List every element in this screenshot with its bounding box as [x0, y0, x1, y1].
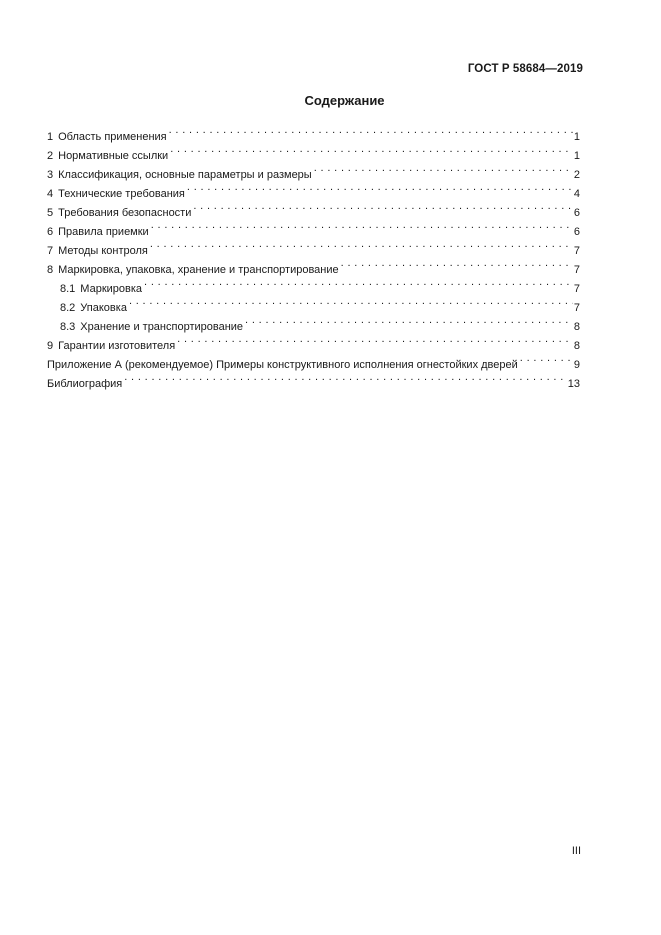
toc-dot-leader — [187, 178, 573, 197]
toc-title: Содержание — [304, 93, 385, 108]
toc-dot-leader — [341, 254, 573, 273]
toc-entry-title: Гарантии изготовителя — [58, 340, 176, 352]
toc-entry-title: Упаковка — [80, 302, 127, 314]
toc-dot-leader — [144, 273, 573, 292]
toc-entry-title: Правила приемки — [58, 226, 149, 238]
toc-entry-number: 8.3 — [60, 321, 76, 333]
toc-entry-1[interactable] — [47, 121, 580, 143]
toc-entry-number: 9 — [47, 340, 54, 352]
toc-dot-leader — [124, 368, 567, 387]
toc-entry-page: 8 — [573, 321, 580, 333]
toc-entry-page: 7 — [573, 245, 580, 257]
toc-entry-page: 1 — [573, 131, 580, 143]
toc-entry-page: 9 — [573, 359, 580, 371]
page-number: III — [571, 845, 581, 857]
toc-dot-leader — [150, 235, 573, 254]
toc-entry-title: Технические требования — [58, 188, 185, 200]
toc-entry-title: Методы контроля — [58, 245, 148, 257]
toc-entry-number: 8 — [47, 264, 54, 276]
toc-dot-leader — [170, 140, 573, 159]
toc-entry-number: 2 — [47, 150, 54, 162]
toc-entry-page: 6 — [573, 226, 580, 238]
toc-dot-leader — [520, 349, 573, 368]
toc-dot-leader — [314, 159, 573, 178]
toc-entry-page: 13 — [567, 378, 580, 390]
toc-entry-title: Область применения — [58, 131, 167, 143]
toc-entry-number: 4 — [47, 188, 54, 200]
toc-entry-title: Хранение и транспортирование — [80, 321, 244, 333]
toc-entry-page: 6 — [573, 207, 580, 219]
toc-dot-leader — [151, 216, 573, 235]
toc-entry-number: 8.1 — [60, 283, 76, 295]
toc-entry-title: Маркировка — [80, 283, 143, 295]
document-code: ГОСТ Р 58684—2019 — [467, 63, 583, 75]
toc-entry-page: 1 — [573, 150, 580, 162]
toc-dot-leader — [129, 292, 573, 311]
toc-entry-title: Классификация, основные параметры и размеры — [58, 169, 312, 181]
toc-entry-number: 5 — [47, 207, 54, 219]
toc-entry-title: Приложение А (рекомендуемое) Примеры конструктивного исполнения огнестойких дверей — [47, 359, 518, 371]
toc-entry-page: 7 — [573, 302, 580, 314]
toc-entry-title: Маркировка, упаковка, хранение и транспортирование — [58, 264, 339, 276]
toc-entry-page: 8 — [573, 340, 580, 352]
toc-entry-number: 7 — [47, 245, 54, 257]
toc-dot-leader — [177, 330, 573, 349]
toc-entry-number: 8.2 — [60, 302, 76, 314]
toc-entry-title: Библиография — [47, 378, 123, 390]
toc-entry-page: 7 — [573, 264, 580, 276]
toc-entry-page: 2 — [573, 169, 580, 181]
toc-entry-number: 1 — [47, 131, 54, 143]
toc-dot-leader — [169, 121, 573, 140]
toc-entry-page: 4 — [573, 188, 580, 200]
toc-dot-leader — [245, 311, 573, 330]
toc-entry-number: 6 — [47, 226, 54, 238]
toc-dot-leader — [193, 197, 573, 216]
toc-entry-bibliography[interactable] — [47, 368, 580, 390]
toc-entry-page: 7 — [573, 283, 580, 295]
toc-entry-number: 3 — [47, 169, 54, 181]
table-of-contents — [47, 121, 580, 390]
toc-entry-title: Требования безопасности — [58, 207, 192, 219]
toc-entry-title: Нормативные ссылки — [58, 150, 169, 162]
